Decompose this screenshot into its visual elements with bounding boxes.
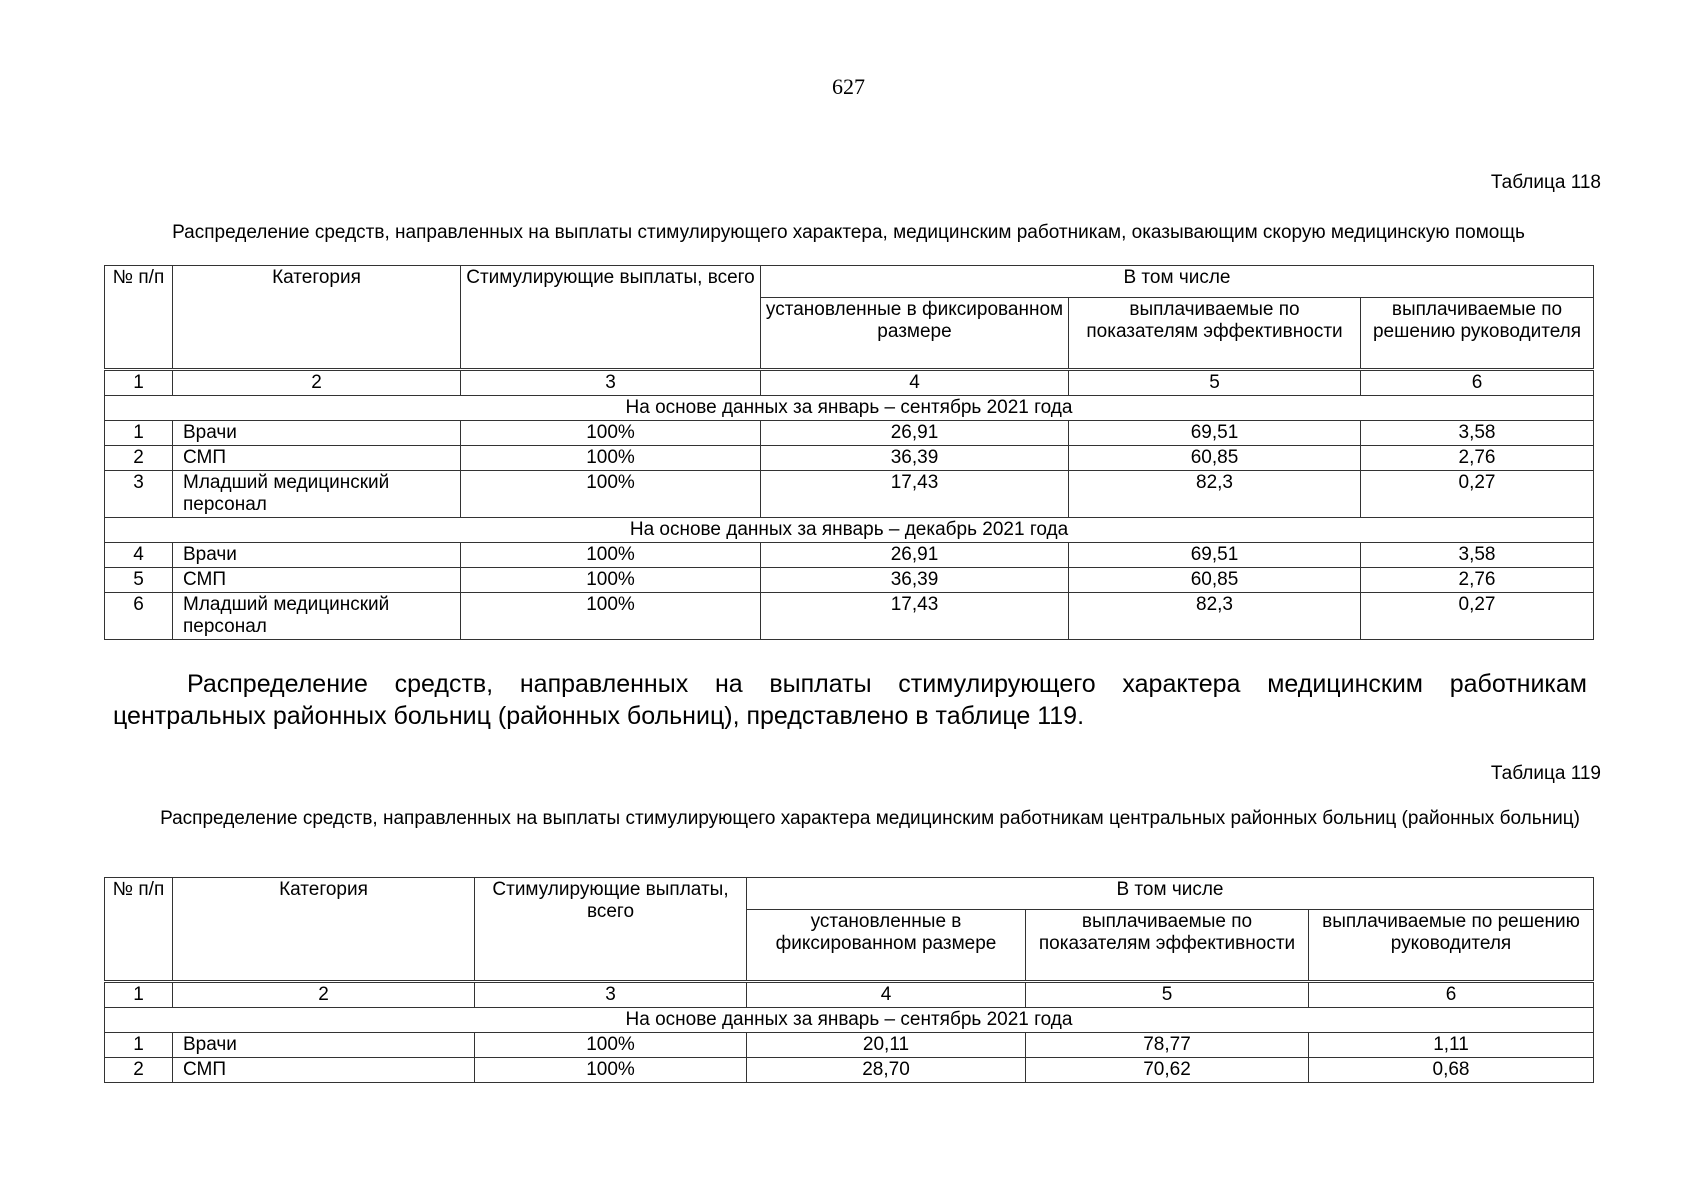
table-cell: 36,39: [761, 446, 1069, 471]
table-cell: 82,3: [1069, 593, 1361, 640]
table-cell: Врачи: [173, 543, 461, 568]
table-row: [105, 446, 1594, 471]
table-cell: 3,58: [1361, 543, 1594, 568]
table-cell: Младший медицинский персонал: [173, 471, 461, 518]
table-row: [105, 593, 1594, 640]
section-title: На основе данных за январь – сентябрь 2021 года: [105, 1008, 1594, 1033]
table-cell: 28,70: [747, 1058, 1026, 1083]
table-cell: 1,11: [1309, 1033, 1594, 1058]
table-119: [104, 877, 1594, 1083]
table-row: [105, 1058, 1594, 1083]
table-cell: СМП: [173, 1058, 475, 1083]
column-number: 6: [1361, 370, 1594, 396]
table-cell: 78,77: [1026, 1033, 1309, 1058]
table-row: [105, 421, 1594, 446]
table-cell: 100%: [461, 543, 761, 568]
table-cell: 100%: [475, 1058, 747, 1083]
column-number: 2: [173, 982, 475, 1008]
table-cell: 2: [105, 446, 173, 471]
table-cell: 100%: [475, 1033, 747, 1058]
table-cell: 6: [105, 593, 173, 640]
section-row: [105, 1008, 1594, 1033]
table-cell: СМП: [173, 446, 461, 471]
table-118-label: Таблица 118: [1490, 172, 1601, 193]
table-cell: 82,3: [1069, 471, 1361, 518]
section-row: [105, 518, 1594, 543]
table-cell: 17,43: [761, 471, 1069, 518]
table-cell: 1: [105, 421, 173, 446]
table-cell: 20,11: [747, 1033, 1026, 1058]
header-manager: выплачиваемые по решению руководителя: [1309, 910, 1594, 982]
header-category: Категория: [173, 266, 461, 370]
header-group: В том числе: [761, 266, 1594, 298]
table-cell: 0,27: [1361, 471, 1594, 518]
column-number: 6: [1309, 982, 1594, 1008]
table-cell: СМП: [173, 568, 461, 593]
table-row: [105, 1033, 1594, 1058]
header-fixed: установленные в фиксированном размере: [761, 298, 1069, 370]
table-cell: 100%: [461, 421, 761, 446]
column-number: 5: [1026, 982, 1309, 1008]
table-cell: Врачи: [173, 421, 461, 446]
table-cell: 26,91: [761, 421, 1069, 446]
table-cell: 60,85: [1069, 446, 1361, 471]
table-119-label: Таблица 119: [1490, 763, 1601, 784]
table-cell: 2,76: [1361, 568, 1594, 593]
table-119-caption: Распределение средств, направленных на выплаты стимулирующего характера медицинским работникам центральных районных больниц (районных больниц): [160, 808, 1580, 829]
table-row: [105, 471, 1594, 518]
column-number: 3: [475, 982, 747, 1008]
table-cell: 3,58: [1361, 421, 1594, 446]
table-cell: 70,62: [1026, 1058, 1309, 1083]
table-cell: 69,51: [1069, 543, 1361, 568]
table-cell: 5: [105, 568, 173, 593]
table-cell: 0,27: [1361, 593, 1594, 640]
table-row: [105, 543, 1594, 568]
table-cell: 2,76: [1361, 446, 1594, 471]
column-number: 4: [747, 982, 1026, 1008]
header-manager: выплачиваемые по решению руководителя: [1361, 298, 1594, 370]
table-cell: 2: [105, 1058, 173, 1083]
column-number: 1: [105, 982, 173, 1008]
header-num: № п/п: [105, 878, 173, 982]
table-cell: 100%: [461, 568, 761, 593]
header-efficiency: выплачиваемые по показателям эффективности: [1026, 910, 1309, 982]
section-title: На основе данных за январь – декабрь 2021 года: [105, 518, 1594, 543]
table-cell: 26,91: [761, 543, 1069, 568]
table-cell: Младший медицинский персонал: [173, 593, 461, 640]
table-cell: 100%: [461, 471, 761, 518]
table-cell: 17,43: [761, 593, 1069, 640]
table-118: [104, 265, 1594, 640]
header-total: Стимулирующие выплаты, всего: [461, 266, 761, 370]
column-number-row: [105, 370, 1594, 396]
header-total: Стимулирующие выплаты, всего: [475, 878, 747, 982]
section-title: На основе данных за январь – сентябрь 2021 года: [105, 396, 1594, 421]
table-118-caption: Распределение средств, направленных на выплаты стимулирующего характера, медицинским работникам, оказывающим скорую медицинскую помощь: [172, 222, 1525, 243]
header-fixed: установленные в фиксированном размере: [747, 910, 1026, 982]
table-cell: 1: [105, 1033, 173, 1058]
column-number: 2: [173, 370, 461, 396]
table-cell: 100%: [461, 446, 761, 471]
header-num: № п/п: [105, 266, 173, 370]
table-cell: 69,51: [1069, 421, 1361, 446]
body-paragraph: Распределение средств, направленных на выплаты стимулирующего характера медицинским работникам центральных районных больниц (районных больниц), представлено в таблице 119.: [113, 670, 1587, 730]
table-row: [105, 568, 1594, 593]
table-cell: Врачи: [173, 1033, 475, 1058]
table-cell: 60,85: [1069, 568, 1361, 593]
column-number: 5: [1069, 370, 1361, 396]
column-number-row: [105, 982, 1594, 1008]
header-category: Категория: [173, 878, 475, 982]
table-cell: 36,39: [761, 568, 1069, 593]
table-cell: 100%: [461, 593, 761, 640]
column-number: 3: [461, 370, 761, 396]
table-cell: 4: [105, 543, 173, 568]
table-cell: 3: [105, 471, 173, 518]
header-group: В том числе: [747, 878, 1594, 910]
column-number: 4: [761, 370, 1069, 396]
table-cell: 0,68: [1309, 1058, 1594, 1083]
page-number: 627: [832, 74, 865, 99]
column-number: 1: [105, 370, 173, 396]
section-row: [105, 396, 1594, 421]
header-efficiency: выплачиваемые по показателям эффективности: [1069, 298, 1361, 370]
